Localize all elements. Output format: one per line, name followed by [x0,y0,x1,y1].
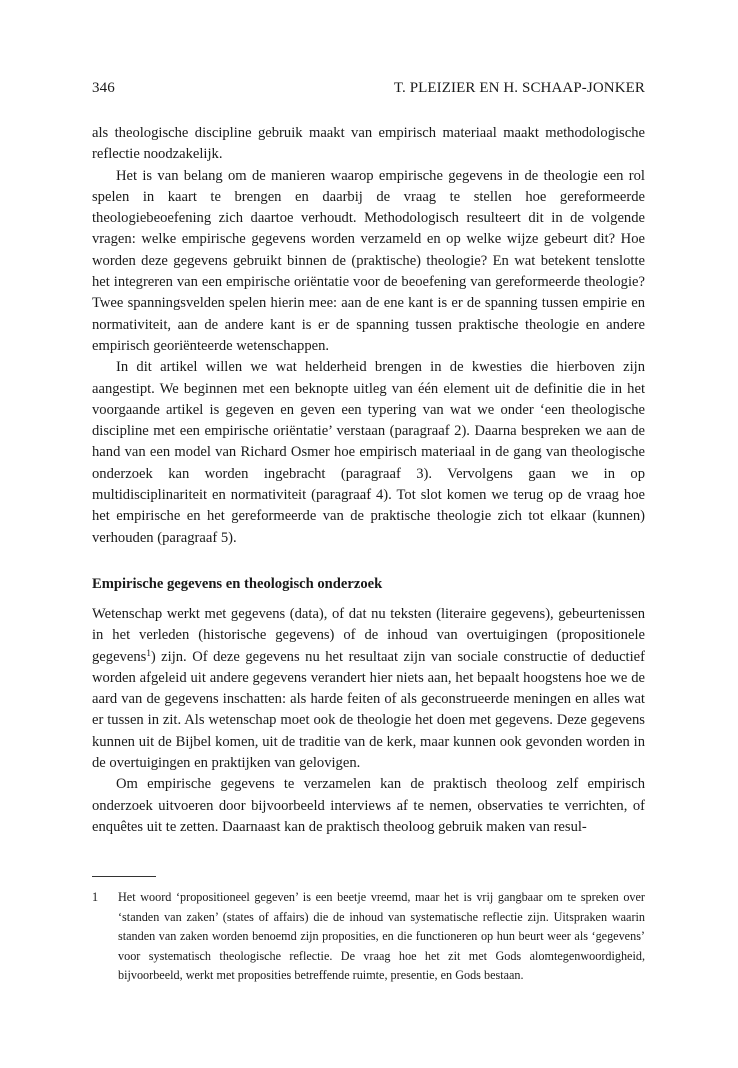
running-head [92,79,645,97]
section-heading: Empirische gegevens en theologisch onderzoek [92,576,383,592]
footnote [92,888,645,986]
footnote-divider [92,876,156,877]
section-text [92,604,645,838]
section-paragraph-2: Om empirische gegevens te verzamelen kan de praktisch theoloog zelf empirisch onderzoek uitvoeren door bijvoorbeeld interviews af te nemen, observaties te verrichten, of enquêtes uit te zetten. Daarnaast kan de praktisch theoloog gebruik maken van resul- [92,776,645,835]
footnote-number: 1 [92,890,99,904]
intro-paragraph-1: als theologische discipline gebruik maakt van empirisch materiaal maakt methodologische reflectie noodzakelijk. [92,125,645,163]
running-head-authors: T. PLEIZIER EN H. SCHAAP-JONKER [393,80,645,96]
section-paragraph-1-part-a: Wetenschap werkt met gegevens (data), of dat nu teksten (literaire gegevens), gebeurtenissen in het verleden (historische gegevens) of de inhoud van overtuigingen (propositionele gegevens [92,606,645,665]
section-paragraph-1-part-b: ) zijn. Of deze gegevens nu het resultaat zijn van sociale constructie of deductief worden afgeleid uit andere gegevens verandert hier niets aan, het bepaalt hoogstens hoe we de aard van de gegevens inschatten: als harde feiten of als geconstrueerde meningen en alles wat er tussen in zit. Als wetenschap moet ook de theologie het doen met gegevens. Deze gegevens kunnen uit de Bijbel komen, uit de traditie van de kerk, maar kunnen ook gevonden worden in de overtuigingen en praktijken van gelovigen. [92,648,645,772]
intro-paragraph-3: In dit artikel willen we wat helderheid brengen in de kwesties die hierboven zijn aangestipt. We beginnen met een beknopte uitleg van één element uit de definitie die in het voorgaande artikel is gegeven en geven een typering van wat we onder ‘een theologische discipline met een empirische oriëntatie’ verstaan (paragraaf 2). Daarna bespreken we aan de hand van een model van Richard Osmer hoe empirisch materiaal in de gang van theologische onderzoek kan worden ingebracht (paragraaf 3). Vervolgens gaan we in op multidisciplinariteit en normativiteit (paragraaf 4). Tot slot komen we terug op de vraag hoe het empirische en het gereformeerde van de praktische theologie zich tot elkaar (kunnen) verhouden (paragraaf 5). [92,359,645,546]
footnote-text: Het woord ‘propositioneel gegeven’ is een beetje vreemd, maar het is vrij gangbaar om te spreken over ‘standen van zaken’ (states of affairs) die de inhoud van systematische reflectie zijn. Uitspraken waarin standen van zaken worden benoemd zijn proposities, en die functioneren op hun beurt weer als ‘gegevens’ voor systematisch theologische reflectie. De vraag hoe het zit met Gods alomtegenwoordigheid, bijvoorbeeld, werkt met proposities betreffende ruimte, presentie, en Gods bestaan. [118,890,645,983]
intro-paragraph-2: Het is van belang om de manieren waarop empirische gegevens in de theologie een rol spelen in kaart te brengen en daarbij de vraag te stellen hoe gereformeerde theologiebeoefening zich daartoe verhoudt. Methodologisch resulteert dit in de volgende vragen: welke empirische gegevens worden verzameld en op welke wijze gebeurt dit? Hoe worden deze gegevens gebruikt binnen de (praktische) theologie? En wat betekent tenslotte het integreren van een empirische oriëntatie voor de beoefening van gereformeerde theologie? Twee spanningsvelden spelen hierin mee: aan de ene kant is er de spanning tussen empirie en normativiteit, aan de andere kant is er de spanning tussen praktische theologie en andere empirisch georiënteerde wetenschappen. [92,167,645,354]
section-paragraph-1 [92,604,645,774]
intro-text [92,123,645,549]
footnote-reference[interactable]: 1 [146,647,151,658]
page-number: 346 [92,80,115,96]
